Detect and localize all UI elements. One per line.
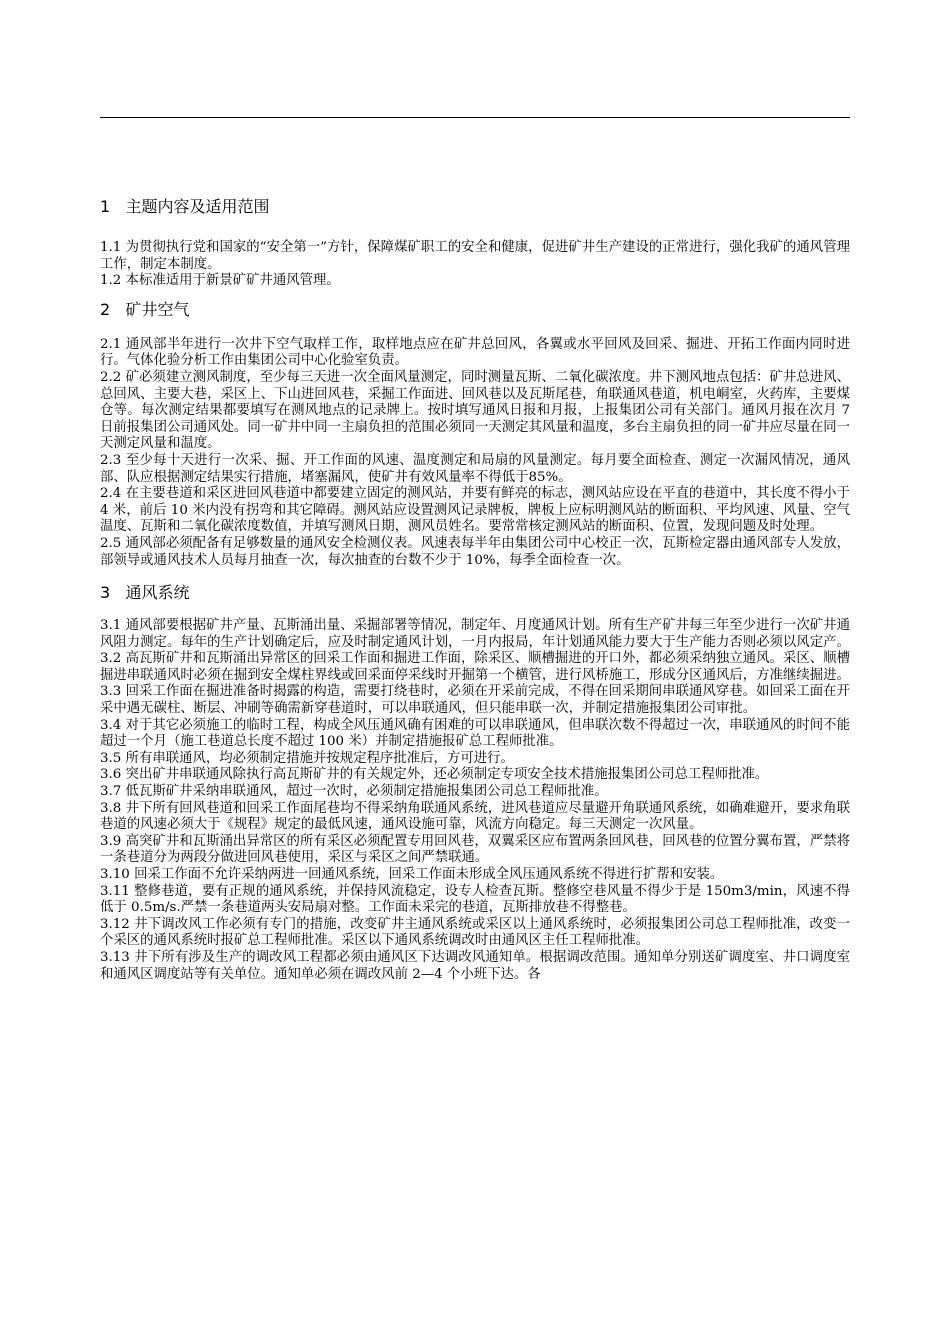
paragraph: 3.11 整修巷道，要有正规的通风系统，并保持风流稳定，设专人检查瓦斯。整修空巷风量不得少于是 150m3/min，风速不得低于 0.5m/s.严禁一条巷道两头安局扇对整。工作面未采完的巷道，瓦斯排放巷不得整巷。 bbox=[100, 883, 850, 916]
header-rule bbox=[100, 117, 850, 118]
paragraph: 3.13 井下所有涉及生产的调改风工程都必须由通风区下达调改风通知单。根据调改范围。通知单分别送矿调度室、井口调度室和通风区调度站等有关单位。通知单必须在调改风前 2—4 个小班下达。各 bbox=[100, 949, 850, 982]
paragraph: 1.2 本标准适用于新景矿矿井通风管理。 bbox=[100, 273, 340, 289]
paragraph: 2.1 通风部半年进行一次井下空气取样工作，取样地点应在矿井总回风，各翼或水平回风及回采、掘进、开拓工作面内同时进行。气体化验分析工作由集团公司中心化验室负责。 bbox=[100, 336, 850, 369]
paragraph: 3.9 高突矿井和瓦斯涌出异常区的所有采区必须配置专用回风巷，双翼采区应布置两条回风巷，回风巷的位置分翼布置，严禁将一条巷道分为两段分做进回风巷使用，采区与采区之间严禁联通。 bbox=[100, 833, 850, 866]
paragraph: 3.6 突出矿井串联通风除执行高瓦斯矿井的有关规定外，还必须制定专项安全技术措施报集团公司总工程师批准。 bbox=[100, 767, 769, 783]
paragraph: 3.1 通风部要根据矿井产量、瓦斯涌出量、采掘部署等情况，制定年、月度通风计划。所有生产矿井每三年至少进行一次矿井通风阻力测定。每年的生产计划确定后，应及时制定通风计划，一月内报局，年计划通风能力要大于生产能力否则必须以风定产。 bbox=[100, 618, 850, 650]
paragraph: 2.4 在主要巷道和采区进回风巷道中都要建立固定的测风站，并要有鲜亮的标志，测风站应设在平直的巷道中，其长度不得小于 4 米，前后 10 米内没有拐弯和其它障碍。测风站应设置测风记录牌板，牌板上应标明测风站的断面积、平均风速、风量、空气温度、瓦斯和二氧化碳浓度数值，并填写测风日期，测风员姓名。要常常核定测风站的断面积、位置，发现问题及时处理。 bbox=[100, 486, 850, 535]
paragraph: 3.8 井下所有回风巷道和回采工作面尾巷均不得采纳角联通风系统，进风巷道应尽量避开角联通风系统，如确难避开，要求角联巷道的风速必须大于《规程》规定的最低风速，通风设施可靠，风流方向稳定。每三天测定一次风量。 bbox=[100, 800, 850, 833]
paragraph: 2.3 至少每十天进行一次采、掘、开工作面的风速、温度测定和局扇的风量测定。每月要全面检查、测定一次漏风情况，通风部、队应根据测定结果实行措施，堵塞漏风，使矿井有效风量率不得低于85%。 bbox=[100, 452, 850, 485]
paragraph: 3.10 回采工作面不允许采纳两进一回通风系统，回采工作面未形成全风压通风系统不得进行扩帮和安装。 bbox=[100, 867, 724, 882]
section-body-1 bbox=[100, 240, 850, 290]
paragraph: 3.7 低瓦斯矿井采纳串联通风，超过一次时，必须制定措施报集团公司总工程师批准。 bbox=[100, 784, 608, 800]
paragraph: 3.2 高瓦斯矿井和瓦斯涌出异常区的回采工作面和掘进工作面，除采区、顺槽掘进的开口外，都必须采纳独立通风。采区、顺槽掘进串联通风时必须在掘到安全煤柱界线或回采面停采线时开掘第一个横管，进行风桥施工，形成分区通风后，方准继续掘进。 bbox=[100, 651, 850, 683]
paragraph: 1.1 为贯彻执行党和国家的“安全第一”方针，保障煤矿职工的安全和健康，促进矿井生产建设的正常进行，强化我矿的通风管理工作，制定本制度。 bbox=[100, 240, 850, 272]
document-body bbox=[100, 195, 850, 983]
paragraph: 3.12 井下调改风工作必须有专门的措施，改变矿井主通风系统或采区以上通风系统时，必须报集团公司总工程师批准，改变一个采区的通风系统时报矿总工程师批准。采区以下通风系统调改时由通风区主任工程师批准。 bbox=[100, 916, 850, 949]
section-body-3 bbox=[100, 618, 850, 983]
paragraph: 2.5 通风部必须配备有足够数量的通风安全检测仪表。风速表每半年由集团公司中心校正一次，瓦斯检定器由通风部专人发放，部领导或通风技术人员每月抽查一次，每次抽查的台数不少于 10%，每季全面检查一次。 bbox=[100, 535, 850, 568]
section-heading-3: 3 通风系统 bbox=[100, 583, 190, 603]
section-heading-1: 1 主题内容及适用范围 bbox=[100, 197, 270, 216]
section-heading-2: 2 矿井空气 bbox=[100, 299, 190, 319]
paragraph: 3.4 对于其它必须施工的临时工程，构成全风压通风确有困难的可以串联通风，但串联次数不得超过一次，串联通风的时间不能超过一个月（施工巷道总长度不超过 100 米）并制定措施报矿总工程师批准。 bbox=[100, 717, 850, 750]
paragraph: 3.3 回采工作面在掘进准备时揭露的构造，需要打绕巷时，必须在开采前完成，不得在回采期间串联通风穿巷。如回采工面在开采中遇无碳柱、断层、冲刷等确需新穿巷道时，可以串联通风，但只能串联一次，并制定措施报集团公司审批。 bbox=[100, 684, 850, 717]
paragraph: 3.5 所有串联通风，均必须制定措施并按规定程序批准后，方可进行。 bbox=[100, 750, 514, 766]
section-body-2 bbox=[100, 337, 850, 569]
paragraph: 2.2 矿必须建立测风制度，至少每三天进一次全面风量测定，同时测量瓦斯、二氧化碳浓度。井下测风地点包括：矿井总进风、总回风、主要大巷，采区上、下山进回风巷，采掘工作面进、回风巷以及瓦斯尾巷，角联通风巷道，机电峒室，火药库，主要煤仓等。每次测定结果都要填写在测风地点的记录牌上。按时填写通风日报和月报，上报集团公司有关部门。通风月报在次月 7 日前报集团公司通风处。同一矿井中同一主扇负担的范围必须同一天测定其风量和温度，多台主扇负担的同一矿井应尽量在同一天测定风量和温度。 bbox=[100, 369, 850, 452]
